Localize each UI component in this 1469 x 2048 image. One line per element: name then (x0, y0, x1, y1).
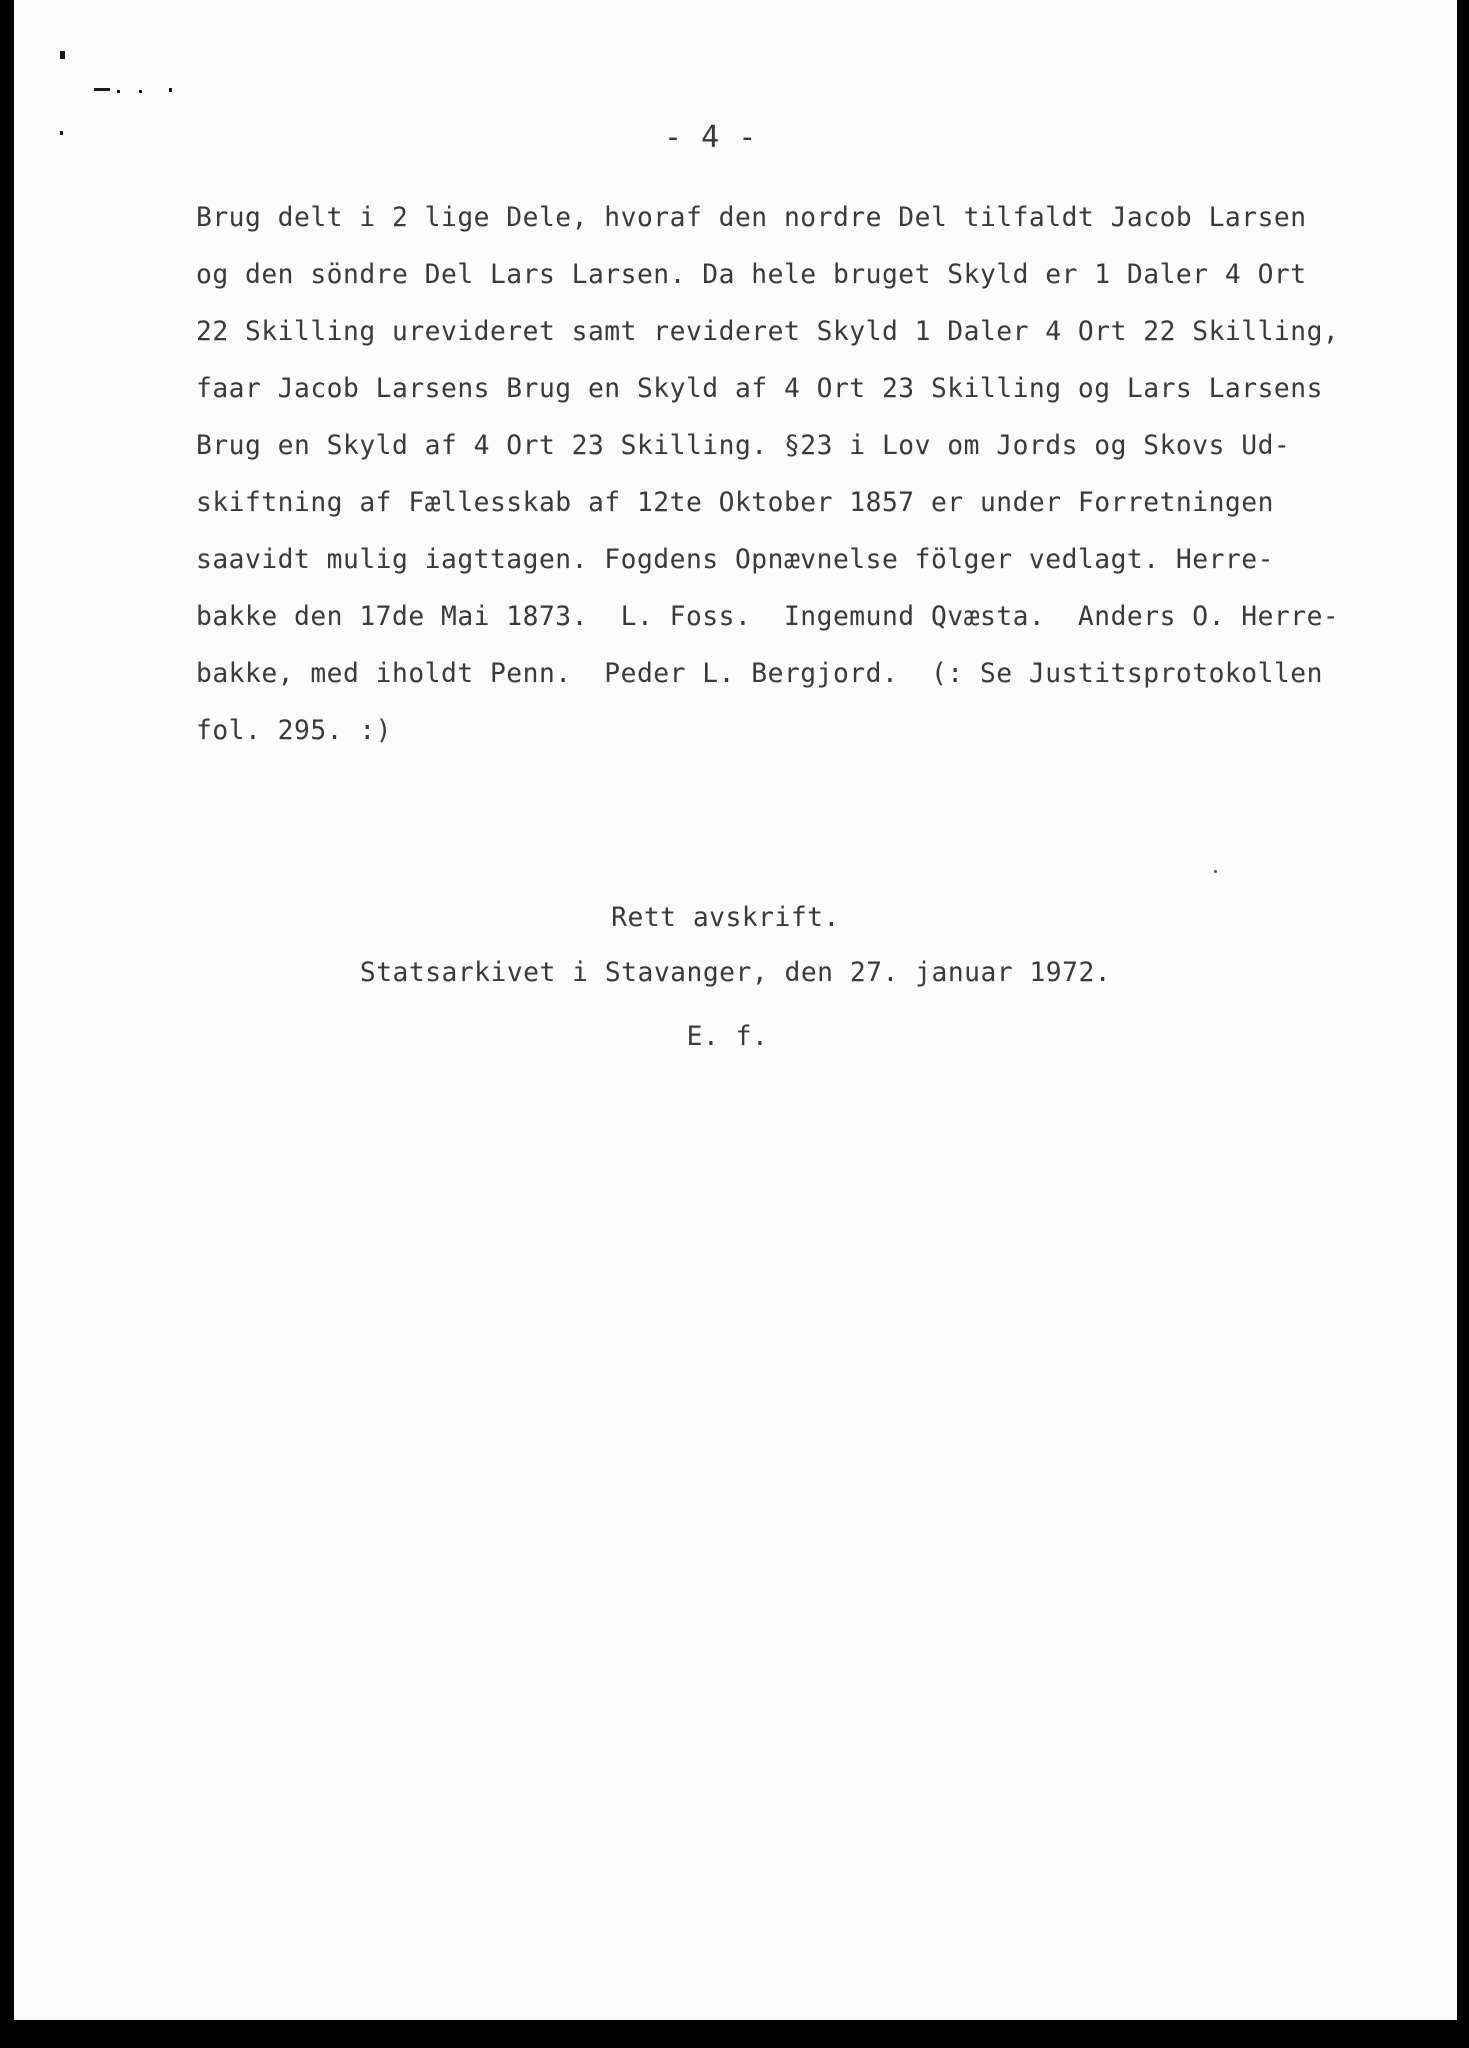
text-line: saavidt mulig iagttagen. Fogdens Opnævnelse fölger vedlagt. Herre- (196, 545, 1274, 575)
scan-mark (169, 88, 172, 92)
text-line: bakke den 17de Mai 1873. L. Foss. Ingemund Qvæsta. Anders O. Herre- (196, 602, 1340, 632)
scan-mark (60, 131, 63, 135)
text-line: skiftning af Fællesskab af 12te Oktober 1857 er under Forretningen (196, 488, 1274, 518)
text-line: Brug delt i 2 lige Dele, hvoraf den nordre Del tilfaldt Jacob Larsen (196, 203, 1307, 233)
text-line: faar Jacob Larsens Brug en Skyld af 4 Ort 23 Skilling og Lars Larsens (196, 374, 1323, 404)
scan-mark (60, 51, 65, 59)
scan-mark (139, 90, 142, 93)
certification-line: Rett avskrift. (611, 903, 840, 933)
page-number: - 4 - (664, 120, 757, 155)
place-date-line: Statsarkivet i Stavanger, den 27. januar 1972. (359, 958, 1112, 988)
text-line: Brug en Skyld af 4 Ort 23 Skilling. §23 i Lov om Jords og Skovs Ud- (196, 431, 1291, 461)
text-line: 22 Skilling urevideret samt revideret Skyld 1 Daler 4 Ort 22 Skilling, (196, 317, 1340, 347)
scan-mark (117, 90, 120, 93)
text-line: og den söndre Del Lars Larsen. Da hele bruget Skyld er 1 Daler 4 Ort (196, 260, 1307, 290)
text-line: fol. 295. :) (196, 716, 392, 746)
text-line: bakke, med iholdt Penn. Peder L. Bergjord. (: Se Justitsprotokollen (196, 659, 1323, 689)
paper-speck (1214, 870, 1217, 873)
initials-line: E. f. (686, 1022, 769, 1052)
scan-mark (94, 88, 110, 91)
document-page (14, 0, 1457, 2020)
body-text (196, 190, 1339, 760)
